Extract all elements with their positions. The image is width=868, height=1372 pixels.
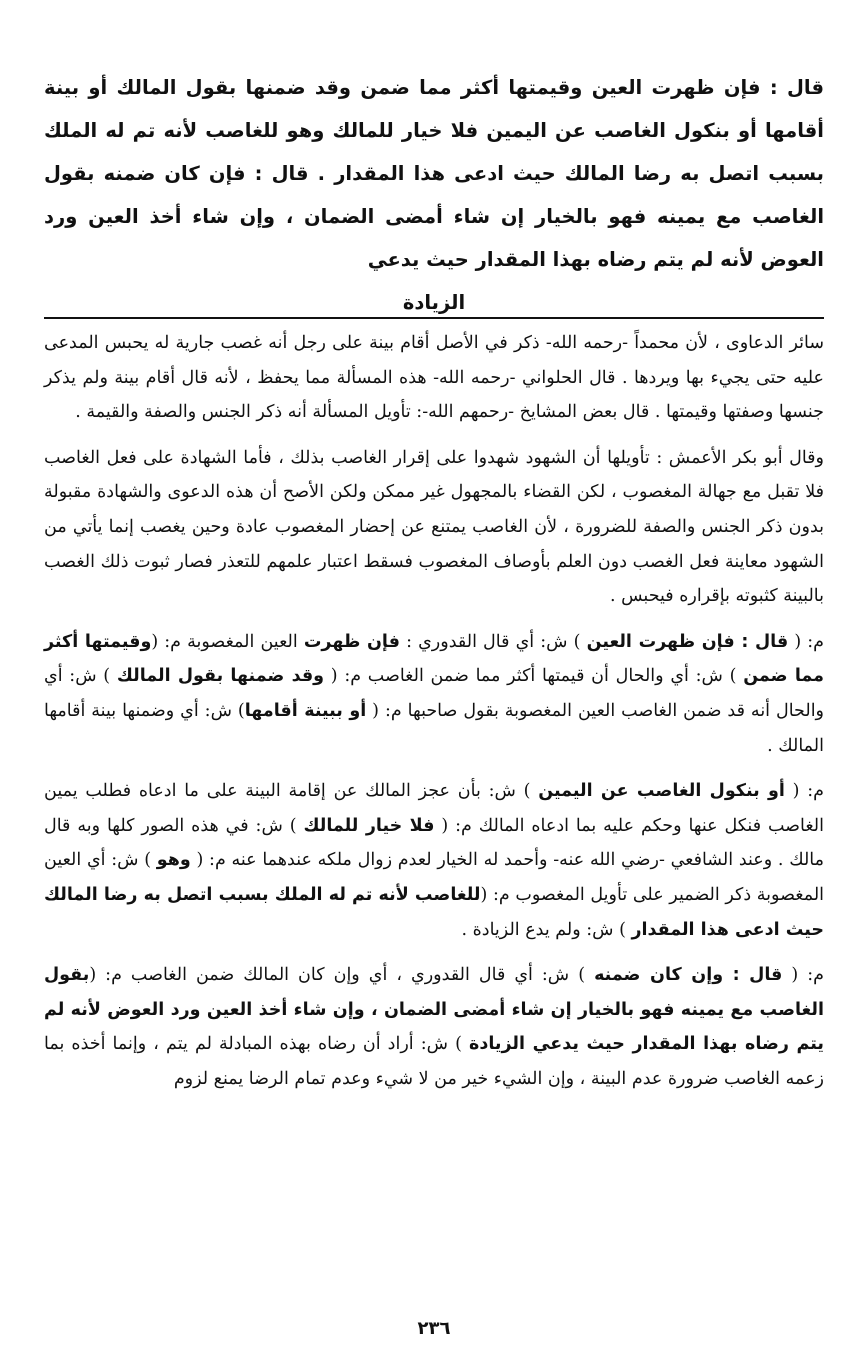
commentary-paragraph-3	[44, 625, 824, 763]
commentary-text: ) ش: ولم يدع الزيادة .	[461, 919, 632, 940]
quoted-matn: أو بنكول الغاصب عن اليمين	[538, 781, 785, 802]
commentary-text: ) ش: بأن عجز المالك عن إقامة البينة على ما ادعاه فطلب يمين الغاصب فنكل عنها وحكم عليه بما ادعاه المالك م: (	[44, 781, 824, 836]
matn-paragraph: قال : فإن ظهرت العين وقيمتها أكثر مما ضمن وقد ضمنها بقول المالك أو بينة أقامها أو بنكول الغاصب عن اليمين فلا خيار للمالك وهو للغاصب لأنه تم له الملك بسبب اتصل به رضا المالك حيث ادعى هذا المقدار . قال : فإن كان ضمنه بقول الغاصب مع يمينه فهو بالخيار إن شاء أمضى الضمان ، وإن شاء أخذ العين ورد العوض لأنه لم يتم رضاه بهذا المقدار حيث يدعي	[44, 76, 824, 271]
commentary-text: ) ش: أي العين المغصوبة ذكر الضمير على تأويل المغصوب م: (	[44, 850, 825, 905]
footnote-divider	[44, 317, 824, 319]
quoted-matn: وهو	[156, 850, 191, 871]
quoted-matn: بقول الغاصب مع يمينه فهو بالخيار إن شاء أمضى الضمان ، وإن شاء أخذ العين ورد العوض لأنه لم يتم رضاه بهذا المقدار حيث يدعي الزيادة	[44, 965, 824, 1055]
commentary-text: م: (	[788, 631, 824, 652]
quoted-matn: أو ببينة أقامها	[244, 700, 367, 721]
commentary-text: م: (	[782, 965, 825, 986]
quoted-matn: وقيمتها أكثر مما ضمن	[44, 631, 824, 687]
commentary-text: ) ش: أي وضمنها بينة أقامها المالك .	[44, 700, 824, 756]
matn-text-block	[44, 66, 824, 324]
commentary-text: م: (	[784, 781, 824, 802]
matn-last-line: الزيادة	[402, 291, 466, 314]
quoted-matn: وقد ضمنها بقول المالك	[116, 666, 325, 687]
commentary-text: ) ش: أي قال القدوري ، أي وإن كان المالك ضمن الغاصب م: (	[89, 965, 595, 986]
page-number: ٢٣٦	[417, 1318, 451, 1339]
quoted-matn: فإن ظهرت	[303, 631, 400, 652]
commentary-text: ) ش: أي والحال أن قيمتها أكثر مما ضمن الغاصب م: (	[324, 666, 744, 687]
commentary-paragraph-5	[44, 958, 824, 1096]
commentary-text: العين المغصوبة م: (	[151, 631, 304, 652]
commentary-paragraph-2: وقال أبو بكر الأعمش : تأويلها أن الشهود شهدوا على إقرار الغاصب بذلك ، فأما الشهادة على فعل الغاصب فلا تقبل مع جهالة المغصوب ، لكن القضاء بالمجهول غير ممكن ولكن الأصح أن هذه الدعوى والشهادة مقبولة بدون ذكر الجنس والصفة للضرورة ، لأن الغاصب يمتنع عن إحضار المغصوب عادة وحين يغصب إنما يأتي من الشهود معاينة فعل الغصب دون العلم بأوصاف المغصوب فسقط اعتبار علمهم للتعذر فصار ثبوت ذلك الغصب بالبينة كثبوته بإقراره فيحبس .	[44, 447, 824, 607]
quoted-matn: للغاصب لأنه تم له الملك بسبب اتصل به رضا المالك حيث ادعى هذا المقدار	[44, 884, 824, 940]
commentary-text: ) ش: أي والحال أنه قد ضمن الغاصب العين المغصوبة بقول صاحبها م: (	[44, 666, 825, 721]
commentary-text: ) ش: في هذه الصور كلها وبه قال مالك . وعند الشافعي -رضي الله عنه- وأحمد له الخيار لعدم زوال ملكه عندهما عنه م: (	[44, 815, 824, 871]
commentary-text: ) ش: أراد أن رضاه بهذه المبادلة لم يتم ، وإنما أخذه بما زعمه الغاصب ضرورة عدم البينة ، وإن الشيء خير من لا شيء وعدم تمام الرضا يمنع لزوم	[44, 1034, 824, 1089]
commentary-text: ) ش: أي قال القدوري :	[399, 631, 587, 652]
commentary-text-block	[44, 326, 824, 1107]
commentary-paragraph-1: سائر الدعاوى ، لأن محمداً -رحمه الله- ذكر في الأصل أقام بينة على رجل أنه غصب جارية له يحبس المدعى عليه حتى يجيء بها ويردها . قال الحلواني -رحمه الله- هذه المسألة مما يحفظ ، لأنه قال أقام بينة ولم يذكر جنسها وصفتها وقيمتها . قال بعض المشايخ -رحمهم الله-: تأويل المسألة أنه ذكر الجنس والصفة والقيمة .	[44, 333, 824, 423]
quoted-matn: قال : فإن ظهرت العين	[586, 631, 789, 652]
quoted-matn: فلا خيار للمالك	[303, 815, 435, 836]
quoted-matn: قال : وإن كان ضمنه	[594, 965, 783, 986]
commentary-paragraph-4	[44, 774, 824, 947]
